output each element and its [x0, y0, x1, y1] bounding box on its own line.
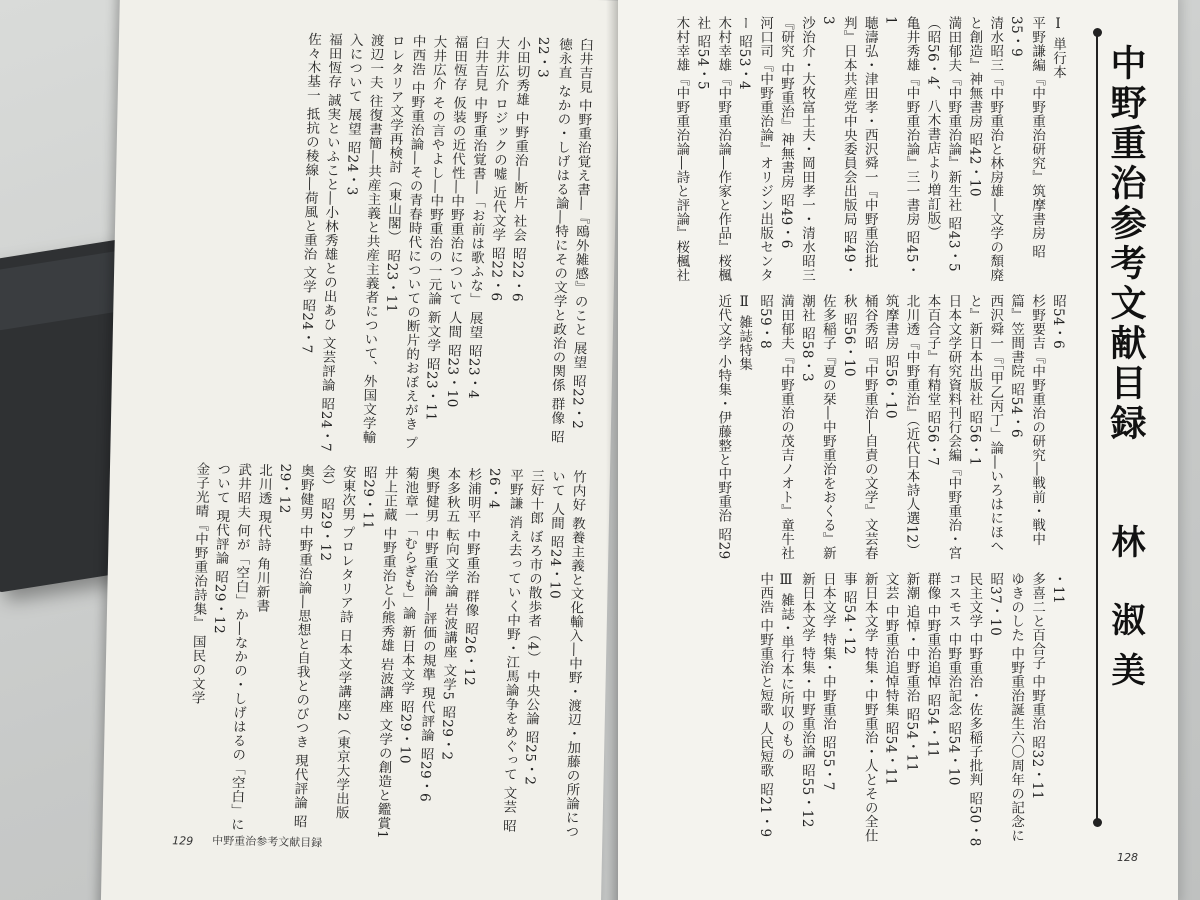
right-page-number: 128 — [1117, 851, 1138, 864]
rule-dot-top — [1093, 28, 1102, 37]
rule-dot-bottom — [1093, 818, 1102, 827]
author-name: 林 淑美 — [1105, 524, 1145, 702]
vertical-rule — [1096, 34, 1098, 824]
left-page-column-top: 臼井吉見 中野重治覚え書―『鴎外雑感』のこと 展望 昭22・2 徳永直 なかの・しげはる論―特にその文学と政治の関係 群像 昭22・3 小田切秀雄 中野重治―断片 社会 昭22・6 大井広介 ロジックの嘘 近代文学 昭22・6 臼井吉見 中野重治覚書―「お前は歌ふな」 展望 昭23・4 福田恆存 仮装の近代性―中野重治について 人間 昭23・10 大井広介 その言やよし―中野重治の一元論 新文学 昭23・11 中西浩 中野重治論―その青春時代についての断片的おぼえがき プロレタリア文学再検討（東山閣） 昭23・11 渡辺一夫 往復書簡―共産主義と共産主義者について、外国文学輸入について 展望 昭24・3 福田恆存 誠実といふこと―小林秀雄との出あひ 文芸評論 昭24・7 佐々木基一 抵抗の稜線―荷風と重治 文学 昭24・7 — [298, 31, 594, 453]
left-page — [101, 0, 620, 900]
right-page-column-top: Ⅰ 単行本 平野謙編『中野重治研究』筑摩書房 昭35・9 清水昭三『中野重治と林房雄―文学の頽廃と創造』神無書房 昭42・10 満田郁夫『中野重治論』新生社 昭43・5（昭56・4、八木書店より増訂版） 亀井秀雄『中野重治論』三一書房 昭45・1 聴濤弘・津田孝・西沢舜一『中野重治批判』日本共産党中央委員会出版局 昭49・3 沙治介・大牧富士夫・岡田孝一・清水昭三『研究 中野重治』神無書房 昭49・6 河口司『中野重治論』オリジン出版センター 昭53・4 木村幸雄『中野重治論―作家と作品』桜楓社 昭54・5 木村幸雄『中野重治論―詩と評論』桜楓社 — [673, 16, 1066, 282]
right-page-column-mid: 昭54・6 杉野要吉『中野重治の研究―戦前・戦中篇』笠間書院 昭54・6 西沢舜一『「甲乙丙丁」論―いろはにほへと』新日本出版社 昭56・1 日本文学研究資料刊行会編『中野重治・宮本百合子』有精堂 昭56・7 北川透『中野重治』（近代日本詩人選12）筑摩書房 昭56・10 桶谷秀昭『中野重治―自責の文学』文芸春秋 昭56・10 佐多稲子『夏の栞―中野重治をおくる』新潮社 昭58・3 満田郁夫『中野重治の茂吉ノオト』童牛社 昭59・8 Ⅱ 雑誌特集 近代文学 小特集・伊藤整と中野重治 昭29 — [715, 294, 1066, 560]
page-title: 中野重治参考文献目録 — [1105, 44, 1147, 444]
left-page-footer: 中野重治参考文献目録 — [212, 834, 323, 850]
left-page-number: 129 — [172, 834, 194, 848]
left-page-column-bottom: 竹内好 教養主義と文化輸入―中野・渡辺・加藤の所論について 人間 昭24・10 三好十郎 ぼろ市の散歩者（4） 中央公論 昭25・2 平野謙 消え去っていく中野・江馬論争をめぐって 文芸 昭26・4 杉浦明平 中野重治 群像 昭26・12 本多秋五 転向文学論 岩波講座 文学5 昭29・2 奥野健男 中野重治論―評価の規準 現代評論 昭29・6 菊池章一「むらぎも」論 新日本文学 昭29・10 井上正蔵 中野重治と小熊秀雄 岩波講座 文学の創造と鑑賞1 昭29・11 安東次男 プロレタリア詩 日本文学講座2（東京大学出版会） 昭29・12 奥野健男 中野重治論―思想と自我とのびつき 現代評論 昭29・12 北川透 現代詩 角川新書 武井昭夫 何が「空白」か―なかの・しげはるの「空白」について 現代評論 昭29・12 金子光晴『中野重治詩集』 国民の文学 — [188, 461, 587, 845]
right-page — [618, 0, 1178, 900]
right-page-column-bottom: ・11 多喜二と百合子 中野重治 昭32・11 ゆきのした 中野重治誕生六〇周年の記念に 昭37・10 民主文学 中野重治・佐多稲子批判 昭50・8 コスモス 中野重治記念 昭54・10 群像 中野重治追悼 昭54・11 新潮 追悼・中野重治 昭54・11 文芸 中野重治追悼特集 昭54・11 新日本文学 特集・中野重治・人とその全仕事 昭54・12 日本文学 特集・中野重治 昭55・7 新日本文学 特集・中野重治論 昭55・12 Ⅲ 雑誌・単行本に所収のもの 中西浩 中野重治と短歌 人民短歌 昭21・9 — [757, 572, 1066, 847]
